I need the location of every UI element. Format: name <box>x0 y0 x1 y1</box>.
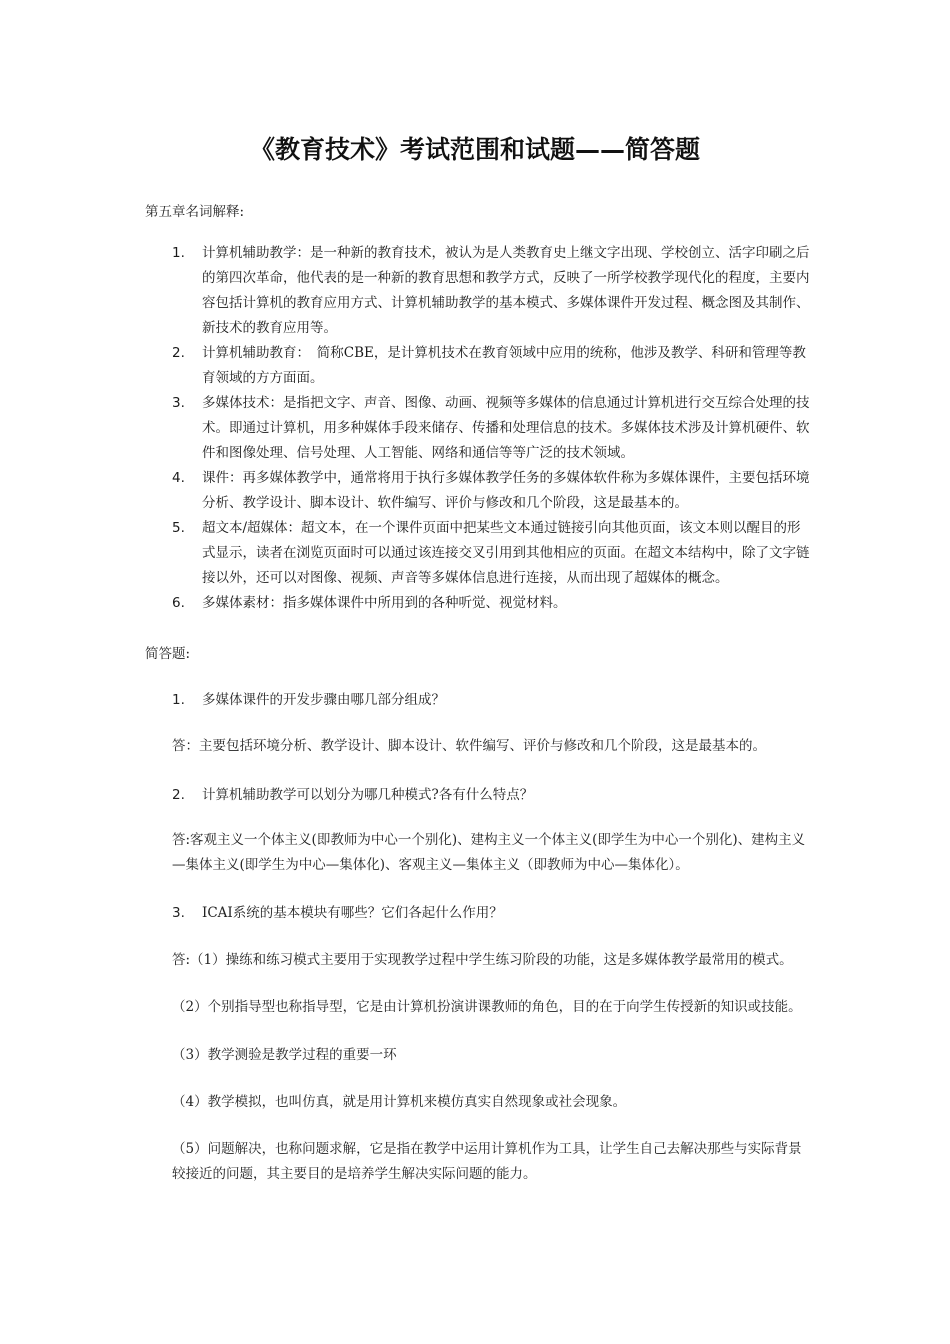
question-1 <box>172 688 832 713</box>
answer-3-part-2: （2）个别指导型也称指导型，它是由计算机扮演讲课教师的角色，目的在于向学生传授新的知识或技能。 <box>172 999 802 1015</box>
list-item <box>172 466 812 516</box>
answer-3-part-3: （3）教学测验是教学过程的重要一环 <box>172 1047 397 1063</box>
answer-3-part-1: 答:（1）操练和练习模式主要用于实现教学过程中学生练习阶段的功能，这是多媒体教学最常用的模式。 <box>172 952 793 968</box>
list-text: 多媒体素材：指多媒体课件中所用到的各种听觉、视觉材料。 <box>202 595 567 611</box>
list-text: 超文本/超媒体：超文本，在一个课件页面中把某些文本通过链接引向其他页面，该文本则以醒目的形式显示，读者在浏览页面时可以通过该连接交叉引用到其他相应的页面。在超文本结构中，除了文字链接以外，还可以对图像、视频、声音等多媒体信息进行连接，从而出现了超媒体的概念。 <box>202 520 810 586</box>
question-text: 多媒体课件的开发步骤由哪几部分组成？ <box>202 692 445 708</box>
list-number: 3. <box>172 395 185 411</box>
list-number: 1. <box>172 245 185 261</box>
answer-3-part-4: （4）教学模拟，也叫仿真，就是用计算机来模仿真实自然现象或社会现象。 <box>172 1094 627 1110</box>
list-number: 5. <box>172 520 185 536</box>
list-number: 2. <box>172 345 185 361</box>
page-title: 《教育技术》考试范围和试题——简答题 <box>249 135 700 164</box>
list-item <box>172 391 812 466</box>
answer-1: 答：主要包括环境分析、教学设计、脚本设计、软件编写、评价与修改和几个阶段，这是最基本的。 <box>172 738 766 754</box>
list-number: 6. <box>172 595 185 611</box>
question-number: 1. <box>172 692 185 708</box>
question-number: 3. <box>172 905 185 921</box>
list-item <box>172 516 812 591</box>
section-heading-terms: 第五章名词解释: <box>145 204 245 220</box>
question-3 <box>172 901 832 926</box>
list-text: 多媒体技术：是指把文字、声音、图像、动画、视频等多媒体的信息通过计算机进行交互综合处理的技术。即通过计算机，用多种媒体手段来储存、传播和处理信息的技术。多媒体技术涉及计算机硬件、软件和图像处理、信号处理、人工智能、网络和通信等等广泛的技术领域。 <box>202 395 810 461</box>
list-item <box>172 341 812 391</box>
question-number: 2. <box>172 787 185 803</box>
section-heading-short-answer: 简答题: <box>145 646 191 662</box>
list-number: 4. <box>172 470 185 486</box>
question-text: ICAI系统的基本模块有哪些？它们各起什么作用？ <box>202 905 503 921</box>
list-item <box>172 241 812 341</box>
list-text: 课件：再多媒体教学中，通常将用于执行多媒体教学任务的多媒体软件称为多媒体课件，主要包括环境分析、教学设计、脚本设计、软件编写、评价与修改和几个阶段，这是最基本的。 <box>202 470 810 511</box>
answer-2: 答:客观主义一个体主义(即教师为中心一个别化)、建构主义一个体主义(即学生为中心一个别化)、建构主义—集体主义(即学生为中心—集体化)、客观主义—集体主义（即教师为中心—集体化）。 <box>172 832 806 873</box>
list-text: 计算机辅助教学：是一种新的教育技术，被认为是人类教育史上继文字出现、学校创立、活字印刷之后的第四次革命，他代表的是一种新的教育思想和教学方式，反映了一所学校教学现代化的程度，主要内容包括计算机的教育应用方式、计算机辅助教学的基本模式、多媒体课件开发过程、概念图及其制作、新技术的教育应用等。 <box>202 245 810 336</box>
list-text: 计算机辅助教育： 简称CBE，是计算机技术在教育领域中应用的统称，他涉及教学、科研和管理等教育领域的方方面面。 <box>202 345 806 386</box>
question-text: 计算机辅助教学可以划分为哪几种模式?各有什么特点？ <box>202 787 534 803</box>
terms-list <box>172 241 812 616</box>
answer-3-part-5: （5）问题解决，也称问题求解，它是指在教学中运用计算机作为工具，让学生自己去解决那些与实际背景较接近的问题，其主要目的是培养学生解决实际问题的能力。 <box>172 1141 802 1182</box>
question-2 <box>172 783 832 808</box>
list-item <box>172 591 812 616</box>
